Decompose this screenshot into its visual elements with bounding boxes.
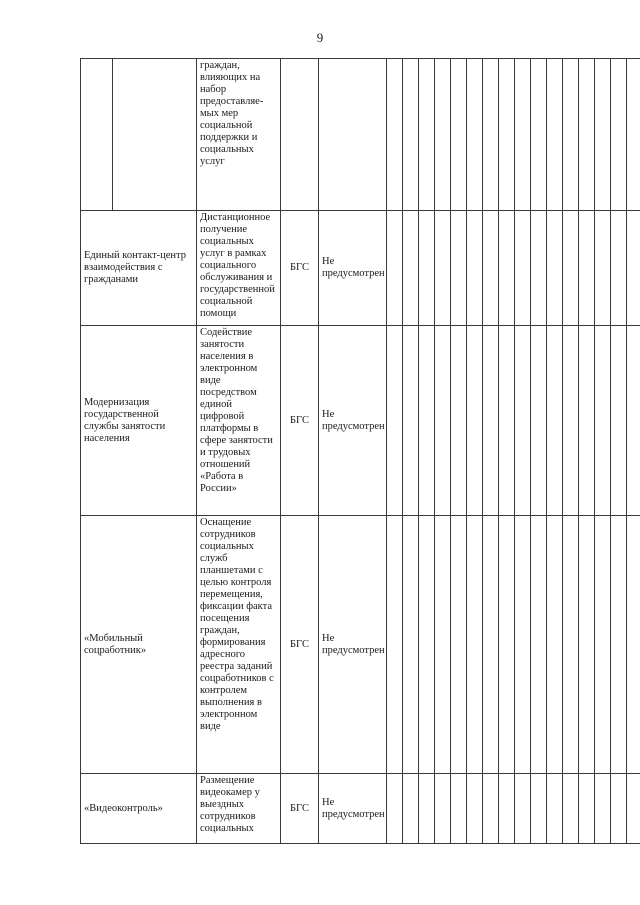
table-cell-empty: [435, 516, 451, 774]
table-row: [81, 211, 640, 326]
page-number: 9: [316, 30, 324, 45]
table-cell-empty: [467, 59, 483, 211]
table-cell-empty: [611, 59, 627, 211]
source-text: БГС: [290, 262, 309, 273]
description-text: Дистанционное получение социальных услуг в рамках социального обслуживания и государственной социальной помощи: [200, 212, 275, 319]
source-cell: [281, 211, 319, 326]
table-cell-empty: [435, 774, 451, 844]
table-cell-empty: [531, 774, 547, 844]
table-cell-empty: [451, 211, 467, 326]
table-cell-empty: [595, 774, 611, 844]
source-text: БГС: [290, 414, 309, 426]
table-cell-empty: [499, 516, 515, 774]
table-cell-empty: [611, 211, 627, 326]
table-cell-empty: [113, 59, 197, 211]
description-cell: [197, 326, 281, 516]
table-cell-empty: [451, 774, 467, 844]
table-cell-empty: [499, 211, 515, 326]
table-cell-empty: [531, 211, 547, 326]
table-cell-empty: [81, 59, 113, 211]
table-cell-empty: [547, 59, 563, 211]
table-cell-empty: [451, 326, 467, 516]
table-cell-empty: [483, 326, 499, 516]
table-cell-empty: [627, 774, 640, 844]
table-cell-empty: [563, 211, 579, 326]
table-row: [81, 516, 640, 774]
source-text: БГС: [290, 638, 309, 650]
description-text: Размещение видеокамер у выездных сотрудников социальных: [200, 775, 260, 834]
name-cell: [81, 516, 197, 774]
table-row: [81, 774, 640, 844]
measures-table: [80, 58, 640, 844]
table-cell-empty: [595, 516, 611, 774]
status-cell: [319, 326, 387, 516]
table-cell-empty: [419, 774, 435, 844]
name-cell: [81, 774, 197, 844]
description-cell: [197, 774, 281, 844]
table-cell-empty: [419, 211, 435, 326]
table-cell-empty: [403, 326, 419, 516]
table-cell-empty: [499, 774, 515, 844]
table-cell-empty: [595, 326, 611, 516]
table-cell-empty: [467, 326, 483, 516]
table-cell-empty: [515, 326, 531, 516]
table-cell-empty: [563, 516, 579, 774]
table-cell-empty: [627, 211, 640, 326]
table-cell-empty: [611, 516, 627, 774]
table-cell-empty: [467, 211, 483, 326]
table-cell-empty: [403, 59, 419, 211]
status-text: Не предусмотрен: [322, 632, 385, 656]
description-text: Содействие занятости населения в электронном виде посредством единой цифровой платформы в сфере занятости и трудовых отношений «Работа в России»: [200, 327, 273, 494]
status-cell: [319, 211, 387, 326]
table-cell-empty: [563, 774, 579, 844]
table-cell-empty: [563, 326, 579, 516]
table-cell-empty: [419, 59, 435, 211]
table-cell-empty: [419, 326, 435, 516]
description-cell: [197, 211, 281, 326]
table-cell-empty: [467, 774, 483, 844]
table-cell-empty: [281, 59, 319, 211]
table-cell-empty: [515, 211, 531, 326]
table-cell-empty: [531, 516, 547, 774]
table-cell-empty: [419, 516, 435, 774]
name-cell: [81, 211, 197, 326]
status-text: Не предусмотрен: [322, 256, 385, 279]
table-cell-empty: [579, 516, 595, 774]
table-cell-empty: [531, 326, 547, 516]
description-cell: [197, 516, 281, 774]
table-cell-empty: [467, 516, 483, 774]
name-text: Единый контакт-центр взаимодействия с гражданами: [84, 250, 187, 285]
status-text: Не предусмотрен: [322, 408, 385, 432]
table-row: [81, 59, 640, 211]
table-cell-empty: [483, 59, 499, 211]
table-cell-empty: [627, 516, 640, 774]
table-cell-empty: [579, 774, 595, 844]
source-cell: [281, 774, 319, 844]
name-cell: [81, 326, 197, 516]
table-cell-empty: [563, 59, 579, 211]
table-cell-empty: [483, 516, 499, 774]
table-cell-empty: [319, 59, 387, 211]
table-cell-empty: [451, 59, 467, 211]
table-cell-empty: [547, 516, 563, 774]
table-cell-empty: [387, 326, 403, 516]
table-row: [81, 326, 640, 516]
status-cell: [319, 516, 387, 774]
table-cell-empty: [435, 211, 451, 326]
table-cell-empty: [515, 59, 531, 211]
source-cell: [281, 516, 319, 774]
source-cell: [281, 326, 319, 516]
table-cell-empty: [515, 774, 531, 844]
table-cell-empty: [547, 774, 563, 844]
table-cell-empty: [483, 211, 499, 326]
table-cell-empty: [547, 211, 563, 326]
table-cell-empty: [499, 59, 515, 211]
table-cell-empty: [435, 326, 451, 516]
name-text: «Видеоконтроль»: [84, 802, 163, 814]
table-cell-empty: [579, 211, 595, 326]
table-cell-empty: [627, 326, 640, 516]
table-cell-empty: [483, 774, 499, 844]
name-text: «Мобильный соцработник»: [84, 632, 147, 656]
table-cell-empty: [403, 774, 419, 844]
table-cell-empty: [595, 211, 611, 326]
table-cell-empty: [627, 59, 640, 211]
table-cell-empty: [611, 326, 627, 516]
table-cell-empty: [403, 516, 419, 774]
description-text: граждан, влияющих на набор предоставляе-мых мер социальной поддержки и социальных услуг: [200, 60, 264, 167]
source-text: БГС: [290, 802, 309, 814]
description-text: Оснащение сотрудников социальных служб планшетами с целью контроля перемещения, фиксации факта посещения граждан, формирования адресного реестра заданий соцработников с контролем выполнения в электронном виде: [200, 517, 274, 732]
status-text: Не предусмотрен: [322, 796, 385, 820]
table-cell-empty: [387, 774, 403, 844]
table-cell-empty: [579, 59, 595, 211]
table-cell-empty: [515, 516, 531, 774]
description-cell: [197, 59, 281, 211]
table-cell-empty: [531, 59, 547, 211]
table-cell-empty: [579, 326, 595, 516]
table-cell-empty: [387, 59, 403, 211]
table-cell-empty: [547, 326, 563, 516]
table-cell-empty: [403, 211, 419, 326]
table-cell-empty: [435, 59, 451, 211]
table-cell-empty: [387, 516, 403, 774]
table-cell-empty: [499, 326, 515, 516]
table-cell-empty: [595, 59, 611, 211]
table-cell-empty: [611, 774, 627, 844]
table-cell-empty: [387, 211, 403, 326]
status-cell: [319, 774, 387, 844]
table-cell-empty: [451, 516, 467, 774]
name-text: Модернизация государственной службы занятости населения: [84, 396, 166, 444]
